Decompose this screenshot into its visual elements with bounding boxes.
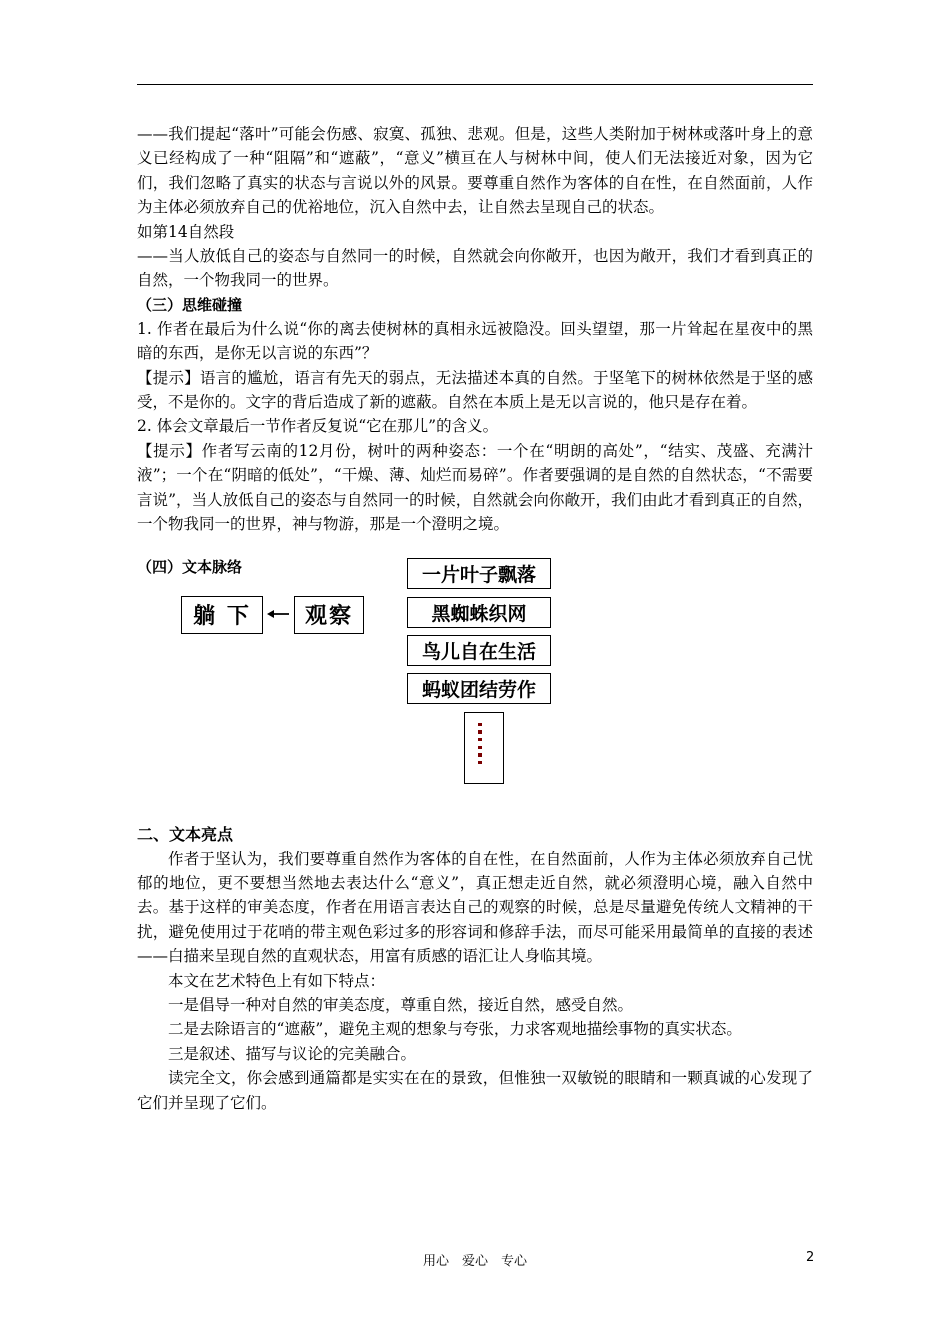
page-content [137,122,813,1115]
ellipsis-box [464,712,504,784]
diagram-item: 黑蜘蛛织网 [407,597,551,628]
footer-text: 用心 爱心 专心 [422,1254,527,1269]
page-number: 2 [806,1250,815,1265]
paragraph: 一是倡导一种对自然的审美态度，尊重自然，接近自然，感受自然。 [168,995,634,1014]
paragraph: ——当人放低自己的姿态与自然同一的时候，自然就会向你敞开，也因为敞开，我们才看到真正的自然，一个物我同一的世界。 [137,247,813,290]
paragraph: 如第14自然段 [137,222,235,241]
paragraph: 本文在艺术特色上有如下特点： [168,971,386,990]
paragraph: 读完全文，你会感到通篇都是实实在在的景致，但惟独一双敏锐的眼睛和一颗真诚的心发现了它们并呈现了它们。 [137,1069,813,1112]
diagram-item: 蚂蚁团结劳作 [407,673,551,704]
section-heading-3: （三）思维碰撞 [137,295,243,314]
question-1: 1. 作者在最后为什么说“你的离去使树林的真相永远被隐没。回头望望，那一片耸起在星夜中的黑暗的东西，是你无以言说的东西”？ [137,319,813,363]
vertical-ellipsis-icon [477,723,483,769]
lie-down-box: 躺 下 [181,596,263,634]
answer-2: 【提示】作者写云南的12月份，树叶的两种姿态：一个在“明朗的高处”，“结实、茂盛、充满汁液”；一个在“阴暗的低处”，“干燥、薄、灿烂而易碎”。作者要强调的是自然的自然状态，“不需要言说”，当人放低自己的姿态与自然同一的时候，自然就会向你敞开，我们由此才看到真正的自然，一个物我同一的世界，神与物游，那是一个澄明之境。 [137,441,813,534]
paragraph: 三是叙述、描写与议论的完美融合。 [168,1044,417,1063]
question-2: 2. 体会文章最后一节作者反复说“它在那儿”的含义。 [137,417,499,436]
paragraph: ——我们提起“落叶”可能会伤感、寂寞、孤独、悲观。但是，这些人类附加于树林或落叶身上的意义已经构成了一种“阻隔”和“遮蔽”，“意义”横亘在人与树林中间，使人们无法接近对象，因为它们，我们忽略了真实的状态与言说以外的风景。要尊重自然作为客体的自在性，在自然面前，人作为主体必须放弃自己的优裕地位，沉入自然中去，让自然去呈现自己的状态。 [137,125,813,217]
text-structure-diagram [137,555,813,815]
paragraph: 二是去除语言的“遮蔽”，避免主观的想象与夸张，力求客观地描绘事物的真实状态。 [168,1020,742,1039]
diagram-item: 鸟儿自在生活 [407,635,551,666]
observe-box: 观察 [294,596,364,634]
answer-1: 【提示】语言的尴尬，语言有先天的弱点，无法描述本真的自然。于坚笔下的树林依然是于坚的感受，不是你的。文字的背后造成了新的遮蔽。自然在本质上是无以言说的，他只是存在着。 [137,368,813,412]
paragraph: 作者于坚认为，我们要尊重自然作为客体的自在性，在自然面前，人作为主体必须放弃自己忧郁的地位，更不要想当然地去表达什么“意义”，真正想走近自然，就必须澄明心境，融入自然中去。基于这样的审美态度，作者在用语言表达自己的观察的时候，总是尽量避免传统人文精神的干扰，避免使用过于花哨的带主观色彩过多的形容词和修辞手法，而尽可能采用最简单的直接的表述——白描来呈现自然的直观状态，用富有质感的语汇让人身临其境。 [137,849,813,966]
diagram-title: （四）文本脉络 [137,557,243,576]
section-heading: 二、文本亮点 [137,824,234,844]
header-rule [137,84,813,85]
diagram-item: 一片叶子飘落 [407,558,551,589]
left-arrow-icon [267,607,289,621]
